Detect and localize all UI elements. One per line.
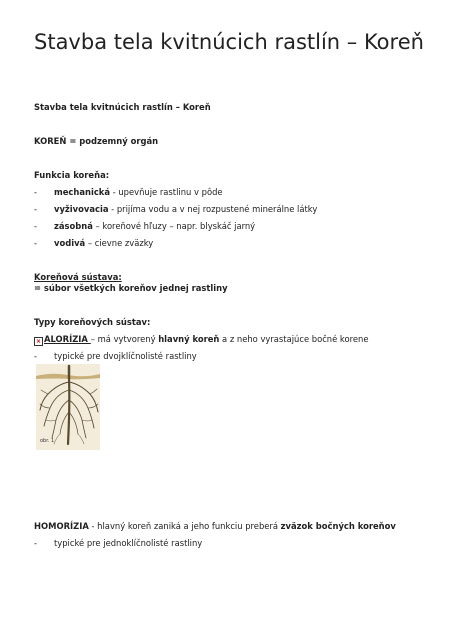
homorizia-line — [34, 521, 396, 531]
system-definition: = súbor všetkých koreňov jednej rastliny — [34, 283, 228, 293]
list-bullet: - — [34, 538, 38, 548]
list-item — [54, 187, 223, 197]
list-bullet: - — [34, 204, 38, 214]
system-heading: Koreňová sústava: — [34, 272, 122, 282]
homorizia-text-1: - hlavný koreň zaniká a jeho funkciu preberá — [88, 521, 281, 531]
list-bullet: - — [34, 351, 38, 361]
list-item — [54, 221, 255, 231]
alorizia-text-2: a z neho vyrastajúce bočné korene — [219, 334, 369, 344]
list-item — [54, 204, 317, 214]
homorizia-bullet-text: typické pre jednoklíčnolisté rastliny — [54, 538, 203, 548]
alorizia-text-1: – má vytvorený — [90, 334, 159, 344]
function-term: zásobná — [54, 221, 93, 231]
list-bullet: - — [34, 187, 38, 197]
types-heading: Typy koreňových sústav: — [34, 317, 151, 327]
function-desc: - prijíma vodu a v nej rozpustené minerálne látky — [108, 204, 318, 214]
definition: KOREŇ = podzemný orgán — [34, 136, 159, 146]
page-title: Stavba tela kvitnúcich rastlín – Koreň — [34, 30, 424, 54]
list-bullet: - — [34, 238, 38, 248]
alorizia-bullet-text: typické pre dvojklíčnolisté rastliny — [54, 351, 197, 361]
alorizia-line — [34, 334, 368, 346]
function-term: vodivá — [54, 238, 86, 248]
list-item — [54, 238, 153, 248]
function-desc: - upevňuje rastlinu v pôde — [110, 187, 223, 197]
function-term: vyživovacia — [54, 204, 109, 214]
function-term: mechanická — [54, 187, 111, 197]
figure-caption: obr. 1 — [40, 438, 55, 444]
subtitle: Stavba tela kvitnúcich rastlín – Koreň — [34, 102, 211, 112]
homorizia-bold: zväzok bočných koreňov — [280, 521, 396, 531]
function-desc: – koreňové hľuzy – napr. blyskáč jarný — [92, 221, 256, 231]
alorizia-term: ALORÍZIA — [44, 334, 91, 344]
alorizia-bold: hlavný koreň — [158, 334, 220, 344]
homorizia-term: HOMORÍZIA — [34, 521, 89, 531]
list-bullet: - — [34, 221, 38, 231]
function-desc: – cievne zväzky — [85, 238, 154, 248]
broken-image-icon: × — [35, 338, 42, 345]
functions-heading: Funkcia koreňa: — [34, 170, 110, 180]
